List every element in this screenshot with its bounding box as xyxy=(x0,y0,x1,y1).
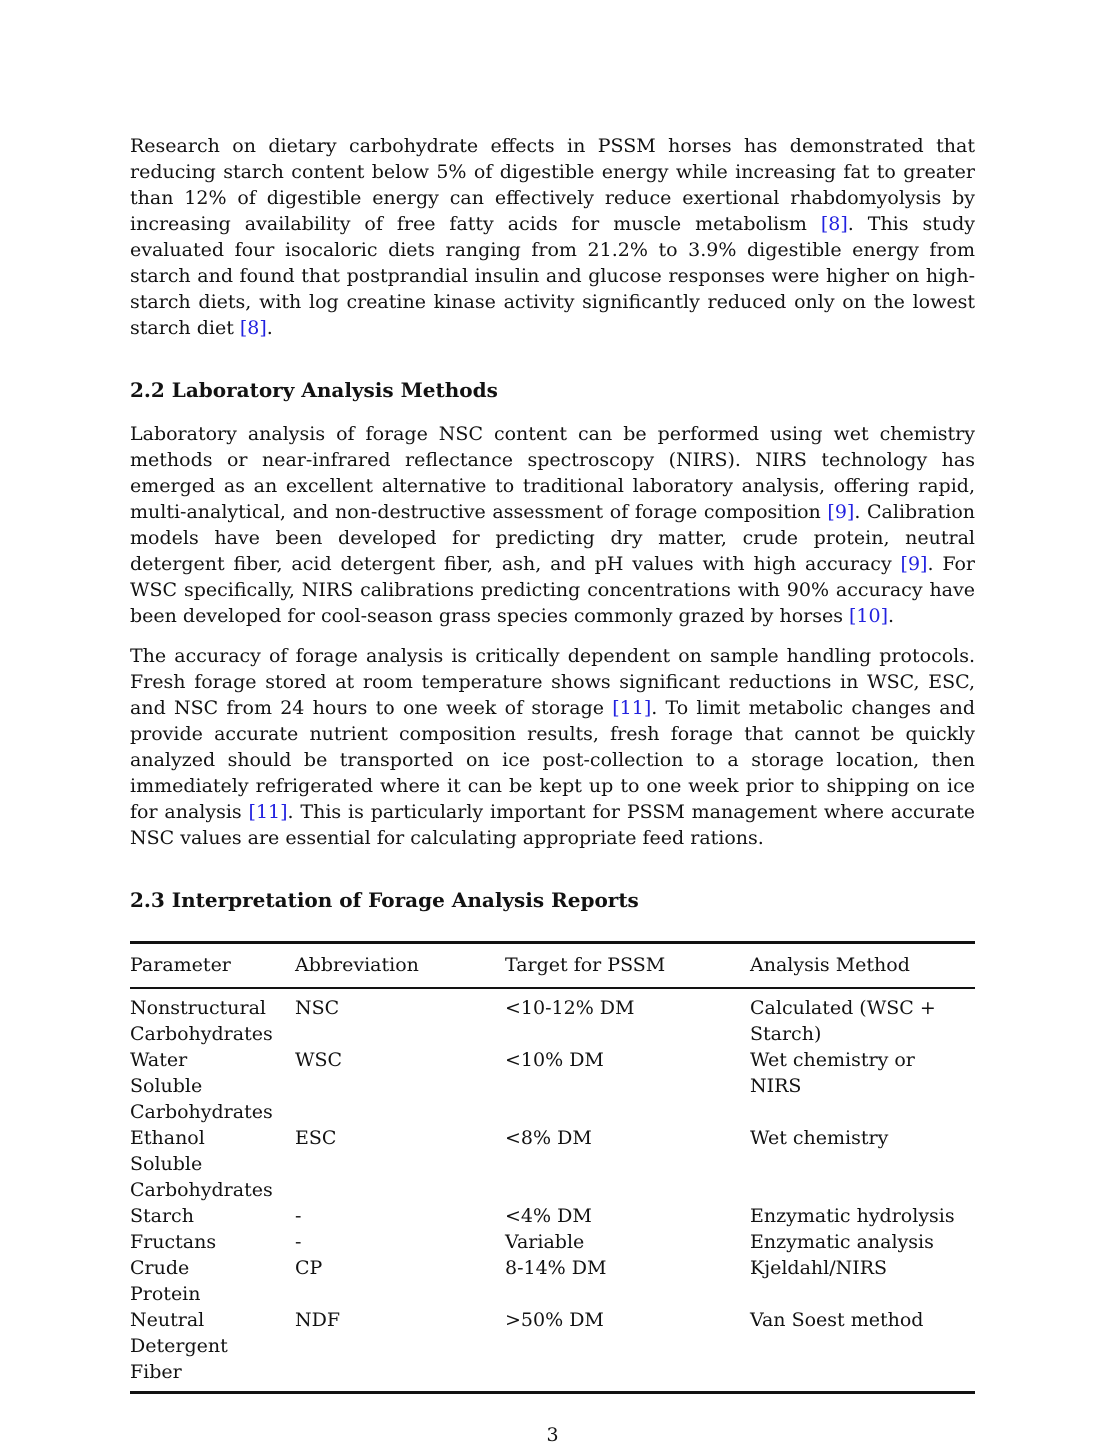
paragraph-text: The accuracy of forage analysis is critically dependent on sample handling protocols. Fresh forage stored at room temperature shows significant reductions in WSC, ESC, and NSC from 24 hours to one week of storage xyxy=(130,645,975,719)
table-header-abbreviation: Abbreviation xyxy=(295,943,505,989)
section-2-2-heading: 2.2 Laboratory Analysis Methods xyxy=(130,378,498,402)
cell-method: Calculated (WSC + Starch) xyxy=(750,997,936,1045)
cell-target: <10% DM xyxy=(505,1049,604,1071)
cell-parameter: Ethanol Soluble Carbohydrates xyxy=(130,1127,273,1201)
citation-link[interactable]: [8] xyxy=(820,213,848,235)
cell-parameter: Nonstructural Carbohydrates xyxy=(130,997,273,1045)
cell-target: <10-12% DM xyxy=(505,997,635,1019)
table-header-parameter: Parameter xyxy=(130,943,295,989)
cell-parameter: Crude Protein xyxy=(130,1257,201,1305)
page-number: 3 xyxy=(546,1424,559,1446)
table-row-ndf xyxy=(130,1307,975,1393)
table-row-esc xyxy=(130,1125,975,1203)
cell-abbreviation: NDF xyxy=(295,1309,341,1331)
paragraph-text: . xyxy=(266,317,273,339)
cell-target: <8% DM xyxy=(505,1127,592,1149)
paragraph-text: Laboratory analysis of forage NSC content can be performed using wet chemistry methods or near-infrared reflectance spectroscopy (NIRS). NIRS technology has emerged as an excellent alternative to traditional laboratory analysis, offering rapid, multi-analytical, and non-destructive assessment of forage composition xyxy=(130,423,975,523)
cell-target: >50% DM xyxy=(505,1309,604,1331)
table-row-fructans xyxy=(130,1229,975,1255)
paragraph-text: . Calibration models have been developed for predicting dry matter, crude protein, neutral detergent fiber, acid detergent fiber, ash, and pH values with high accuracy xyxy=(130,501,975,575)
cell-method: Wet chemistry or NIRS xyxy=(750,1049,915,1097)
paragraph-text: . To limit metabolic changes and provide accurate nutrient composition results, fresh forage that cannot be quickly analyzed should be transported on ice post-collection to a storage location, then immediately refrigerated where it can be kept up to one week prior to shipping on ice for analysis xyxy=(130,697,976,823)
cell-target: 8-14% DM xyxy=(505,1257,607,1279)
paragraph-intro xyxy=(130,133,975,341)
cell-target: Variable xyxy=(505,1231,585,1253)
cell-method: Enzymatic hydrolysis xyxy=(750,1205,955,1227)
cell-parameter: Water Soluble Carbohydrates xyxy=(130,1049,273,1123)
forage-analysis-table xyxy=(130,941,975,1394)
cell-abbreviation: CP xyxy=(295,1257,323,1279)
cell-parameter: Fructans xyxy=(130,1231,217,1253)
citation-link[interactable]: [11] xyxy=(248,801,288,823)
section-2-3-heading: 2.3 Interpretation of Forage Analysis Reports xyxy=(130,888,639,912)
cell-abbreviation: - xyxy=(295,1231,302,1253)
cell-parameter: Starch xyxy=(130,1205,194,1227)
citation-link[interactable]: [11] xyxy=(612,697,652,719)
table-header-analysis-method: Analysis Method xyxy=(750,943,975,989)
citation-link[interactable]: [8] xyxy=(239,317,267,339)
paragraph-text: Research on dietary carbohydrate effects in PSSM horses has demonstrated that reducing starch content below 5% of digestible energy while increasing fat to greater than 12% of digestible energy can effectively reduce exertional rhabdomyolysis by increasing availability of free fatty acids for muscle metabolism xyxy=(130,135,975,235)
cell-method: Van Soest method xyxy=(750,1309,924,1331)
paragraph-text: . For WSC specifically, NIRS calibrations predicting concentrations with 90% accuracy have been developed for cool-season grass species commonly grazed by horses xyxy=(130,553,975,627)
cell-method: Enzymatic analysis xyxy=(750,1231,934,1253)
cell-abbreviation: - xyxy=(295,1205,302,1227)
table-row-wsc xyxy=(130,1047,975,1125)
table-row-starch xyxy=(130,1203,975,1229)
table-header-row xyxy=(130,943,975,989)
cell-target: <4% DM xyxy=(505,1205,592,1227)
cell-method: Kjeldahl/NIRS xyxy=(750,1257,888,1279)
paragraph-text: . This study evaluated four isocaloric diets ranging from 21.2% to 3.9% digestible energy from starch and found that postprandial insulin and glucose responses were higher on high-starch diets, with log creatine kinase activity significantly reduced only on the lowest starch diet xyxy=(130,213,975,339)
table-row-nsc xyxy=(130,988,975,1047)
table-row-crude-protein xyxy=(130,1255,975,1307)
paragraph-text: . This is particularly important for PSSM management where accurate NSC values are essential for calculating appropriate feed rations. xyxy=(130,801,975,849)
paragraph-text: . xyxy=(888,605,895,627)
citation-link[interactable]: [9] xyxy=(827,501,855,523)
cell-abbreviation: NSC xyxy=(295,997,340,1019)
paragraph-sample-handling xyxy=(130,643,975,851)
cell-parameter: Neutral Detergent Fiber xyxy=(130,1309,228,1383)
cell-method: Wet chemistry xyxy=(750,1127,889,1149)
cell-abbreviation: WSC xyxy=(295,1049,343,1071)
table-header-target-for-pssm: Target for PSSM xyxy=(505,943,750,989)
paragraph-lab-analysis xyxy=(130,421,975,629)
cell-abbreviation: ESC xyxy=(295,1127,337,1149)
citation-link[interactable]: [9] xyxy=(900,553,928,575)
citation-link[interactable]: [10] xyxy=(849,605,889,627)
